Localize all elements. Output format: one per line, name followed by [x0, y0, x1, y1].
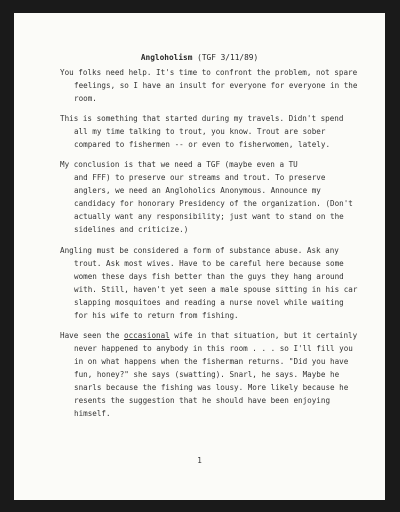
text-line: and FFF) to preserve our streams and trout. To preserve	[74, 173, 326, 182]
text-line: for his wife to return from fishing.	[74, 311, 239, 320]
text-line: with. Still, haven't yet seen a male spouse sitting in his car	[74, 285, 358, 294]
document-page	[14, 13, 385, 500]
text-line: never happened to anybody in this room . . . so I'll fill you	[74, 344, 353, 353]
text-line: fun, honey?" she says (swatting). Snarl, he says. Maybe he	[74, 370, 340, 379]
text-line: slapping mosquitoes and reading a nurse novel while waiting	[74, 298, 344, 307]
text-line: This is something that started during my travels. Didn't spend	[60, 114, 344, 123]
text-line: in on what happens when the fisherman returns. "Did you have	[74, 357, 349, 366]
text-line: trout. Ask most wives. Have to be careful here because some	[74, 259, 344, 268]
text-segment: wife in that situation, but it certainly	[169, 331, 358, 340]
underlined-word: occasional	[124, 331, 170, 340]
text-line: candidacy for honorary Presidency of the organization. (Don't	[74, 199, 353, 208]
text-line: all my time talking to trout, you know. Trout are sober	[74, 127, 326, 136]
text-line: resents the suggestion that he should have been enjoying	[74, 396, 331, 405]
text-line: himself.	[74, 409, 111, 418]
text-line: room.	[74, 94, 97, 103]
text-line: anglers, we need an Angloholics Anonymous. Announce my	[74, 186, 321, 195]
page-number: 1	[197, 456, 202, 465]
text-line	[60, 331, 357, 340]
text-line: My conclusion is that we need a TGF (maybe even a TU	[60, 160, 298, 169]
title-bold: Angloholism	[140, 53, 193, 62]
title-date: (TGF 3/11/89)	[192, 53, 259, 62]
text-line: Angling must be considered a form of substance abuse. Ask any	[60, 246, 339, 255]
text-line: actually want any responsibility; just want to stand on the	[74, 212, 344, 221]
text-line: compared to fishermen -- or even to fisherwomen, lately.	[74, 140, 331, 149]
text-line: women these days fish better than the guys they hang around	[74, 272, 344, 281]
text-line: feelings, so I have an insult for everyone for everyone in the	[74, 81, 358, 90]
text-segment: Have seen the	[60, 331, 125, 340]
text-line: snarls because the fishing was lousy. More likely because he	[74, 383, 349, 392]
page-title	[14, 53, 385, 62]
text-line: sidelines and criticize.)	[74, 225, 189, 234]
text-line: You folks need help. It's time to confront the problem, not spare	[60, 68, 358, 77]
